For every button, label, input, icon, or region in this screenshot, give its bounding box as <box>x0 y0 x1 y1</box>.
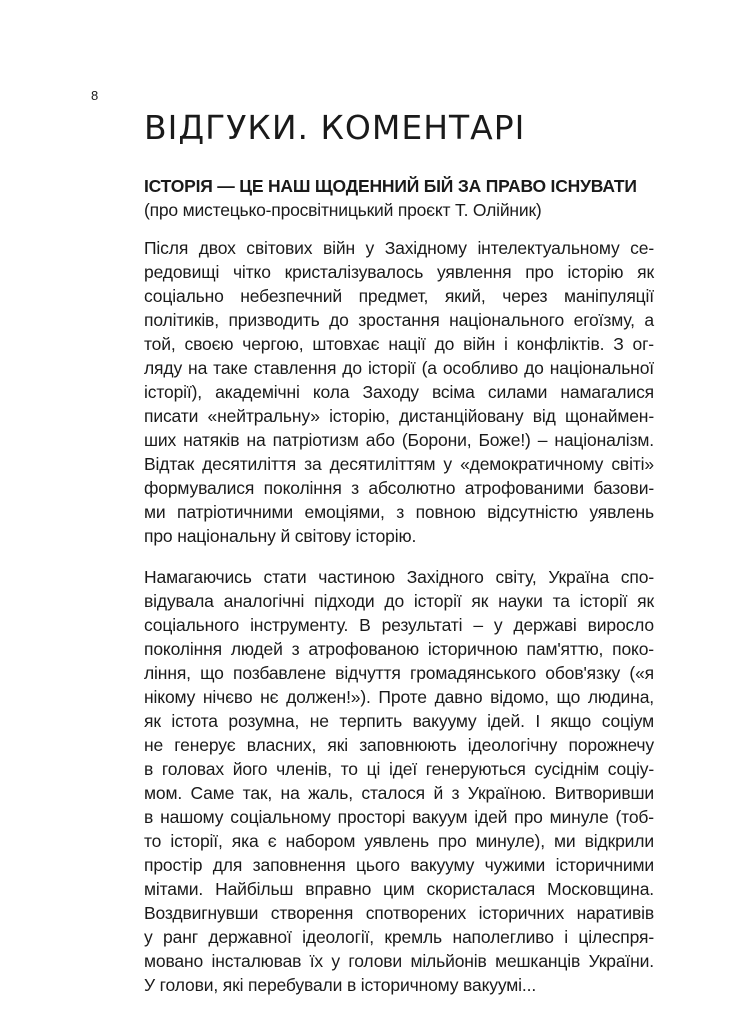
text-line: писати «нейтральну» історію, дистанційовану від щонаймен- <box>144 406 654 426</box>
section-heading: ВІДГУКИ. КОМЕНТАРІ <box>144 108 526 147</box>
text-line: Намагаючись стати частиною Західного світу, Україна спо- <box>144 567 654 587</box>
text-line: ління, що позбавлене відчуття громадянського обов'язку («я <box>144 663 654 683</box>
text-line: соціального інструменту. В результаті – у державі виросло <box>144 615 654 635</box>
text-line: ми патріотичними емоціями, з повною відсутністю уявлень <box>144 502 654 522</box>
paragraph-2 <box>144 565 654 997</box>
text-line: як істота розумна, не терпить вакууму ідей. І якщо соціум <box>144 711 654 731</box>
text-line: редовищі чітко кристалізувалось уявлення про історію як <box>144 262 654 282</box>
text-line: в нашому соціальному просторі вакуум ідей про минуле (тоб- <box>144 807 654 827</box>
text-line: історії), академічні кола Заходу всіма силами намагалися <box>144 382 654 402</box>
text-line: У голови, які перебували в історичному вакуумі... <box>144 975 537 995</box>
text-line: політиків, призводить до зростання національного егоїзму, а <box>144 310 654 330</box>
text-line: соціально небезпечний предмет, який, через маніпуляції <box>144 286 654 306</box>
text-line: простір для заповнення цього вакууму чужими історичними <box>144 855 654 875</box>
text-line: ляду на таке ставлення до історії (а особливо до національної <box>144 358 654 378</box>
paragraph-1 <box>144 236 654 548</box>
text-line: у ранг державної ідеології, кремль наполегливо і цілеспря- <box>144 927 654 947</box>
text-line: формувалися покоління з абсолютно атрофованими базови- <box>144 478 654 498</box>
text-line: ших натяків на патріотизм або (Борони, Боже!) – націоналізм. <box>144 430 654 450</box>
text-line: покоління людей з атрофованою історичною пам'яттю, поко- <box>144 639 654 659</box>
page-number: 8 <box>91 88 99 103</box>
text-line: в головах його членів, то ці ідеї генеруються сусіднім соціу- <box>144 759 654 779</box>
article-subtitle: (про мистецько-просвітницький проєкт Т. Олійник) <box>144 200 542 220</box>
article-title: ІСТОРІЯ — ЦЕ НАШ ЩОДЕННИЙ БІЙ ЗА ПРАВО ІСНУВАТИ <box>144 176 637 196</box>
text-line: не генерує власних, які заповнюють ідеологічну порожнечу <box>144 735 654 755</box>
text-line: то історії, яка є набором уявлень про минуле), ми відкрили <box>144 831 654 851</box>
text-line: мовано інсталював їх у голови мільйонів мешканців України. <box>144 951 654 971</box>
text-line: Відтак десятиліття за десятиліттям у «демократичному світі» <box>144 454 654 474</box>
text-line: мом. Саме так, на жаль, сталося й з Україною. Витворивши <box>144 783 654 803</box>
text-line: мітами. Найбільш вправно цим скористалася Московщина. <box>144 879 654 899</box>
article <box>144 174 654 1014</box>
text-line: Після двох світових війн у Західному інтелектуальному се- <box>144 238 654 258</box>
text-line: Воздвигнувши створення спотворених історичних наративів <box>144 903 654 923</box>
text-line: про національну й світову історію. <box>144 526 417 546</box>
text-line: нікому нічєво нє должен!»). Проте давно відомо, що людина, <box>144 687 654 707</box>
text-line: відувала аналогічні підходи до історії як науки та історії як <box>144 591 654 611</box>
text-line: той, своєю чергою, штовхає нації до війн і конфліктів. З ог- <box>144 334 654 354</box>
